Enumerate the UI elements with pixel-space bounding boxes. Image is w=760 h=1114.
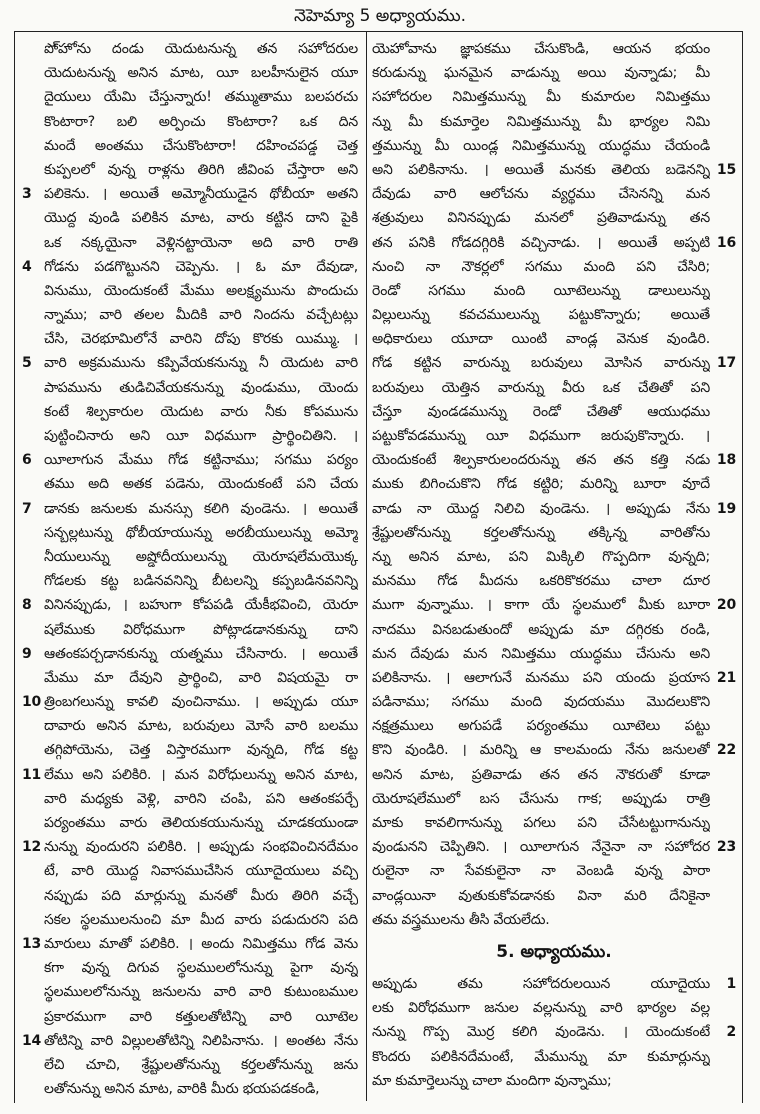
- text-line: [22, 714, 358, 738]
- text-line: [22, 569, 358, 593]
- verse-number: 6: [22, 452, 32, 469]
- verse-number: 19: [716, 500, 736, 517]
- line-text: మా కుమార్తెలున్ను చాలా మందిగా వున్నాము;: [372, 1072, 612, 1089]
- line-text: గోడ కట్టిన వారున్ను బరువులు మోసిన వారున్ను: [372, 355, 710, 372]
- line-text: బరువులు యెత్తిన వారున్ను వీరు ఒక చేతితో పని: [372, 379, 710, 396]
- text-line: [372, 351, 736, 375]
- line-text: గోడలకు కట్ట బడినవనిన్ని బీటలన్ని కప్పబడినవనిన్ని: [44, 573, 358, 590]
- line-text: రెండో సగము మంది యీటెలున్ను డాలులున్ను: [372, 282, 710, 299]
- line-text: పుట్టించినారు అని యీ విధముగా ప్రార్థించితిని. ।: [44, 428, 358, 444]
- text-line: [22, 1029, 358, 1053]
- verse-number: 1: [726, 975, 736, 992]
- text-line: [22, 110, 358, 134]
- text-line: [372, 206, 736, 230]
- line-text: సన్బల్లటున్ను థోబీయాయున్ను అరబీయులున్ను అమ్మో: [44, 524, 358, 541]
- line-text: నీయులున్ను అష్డోదీయులున్ను యెరూషలేమయొక్క: [44, 548, 358, 565]
- line-text: లతోనున్ను అనిన మాట, వారికి మీరు భయపడకండి,: [44, 1081, 320, 1098]
- line-text: కంటే శిల్పకారుల యెదుట వారు నీకు కోపమును: [44, 403, 358, 420]
- line-text: శ్రేష్టులతోనున్ను కర్తలతోనున్ను తక్కిన్న వారితోను: [372, 524, 710, 541]
- text-line: [22, 932, 358, 956]
- verse-number: 14: [22, 1032, 42, 1049]
- text-line: [22, 763, 358, 787]
- line-text: చేస్తూ వుండడమున్ను రెండో చేతితో ఆయుధము: [372, 403, 710, 420]
- line-text: తోటిన్ని వారి విల్లులతోటిన్ని నిలిపినాను. । అంతట నేను: [44, 1032, 358, 1049]
- line-text: పట్టుకోవడమున్ను యీ విధముగా జరుపుకొన్నారు. ।: [372, 428, 710, 444]
- line-text: సహోదరుల నిమిత్తమున్ను మీ కుమారుల నిమిత్తము: [372, 89, 710, 106]
- verse-number: 18: [716, 452, 736, 469]
- line-text: శత్రువులు వినినప్పుడు మనలో ప్రతివాడున్ను తన: [372, 210, 710, 227]
- line-text: మన దేవుడు మన నిమిత్తము యుద్ధము చేసును అని: [372, 645, 710, 662]
- text-line: [22, 859, 358, 883]
- text-line: [22, 884, 358, 908]
- line-text: టే, వారి యొద్ద నివాసముచేసిన యూదైయులు వచ్చి: [44, 863, 358, 880]
- text-line: [372, 545, 736, 569]
- text-line: [22, 980, 358, 1004]
- text-line: [22, 182, 358, 206]
- frame-left-rule: [14, 31, 15, 1103]
- text-line: [372, 908, 736, 932]
- line-text: యెందుకంటే శిల్పకారులందరున్ను తన తన కత్తి నడు: [372, 452, 710, 469]
- text-line: [372, 255, 736, 279]
- text-line: [22, 690, 358, 714]
- text-line: [372, 642, 736, 666]
- text-line: [22, 787, 358, 811]
- line-text: త్తమున్ను మీ యిండ్ల నిమిత్తమున్ను యుద్ధము చేయండి: [372, 137, 710, 154]
- text-line: [372, 279, 736, 303]
- line-text: నక్షత్రములు అగుపడే పర్యంతము యీటెలు పట్టు: [372, 718, 710, 735]
- text-line: [372, 61, 736, 85]
- line-text: మాకు కావలిగానున్ను పగలు పని చేసేటట్టుగానున్ను: [372, 815, 710, 831]
- line-text: యెదుటనున్న అనిన మాట, యీ బలహీనులైన యూ: [44, 65, 358, 82]
- text-line: [22, 255, 358, 279]
- verse-number: 13: [22, 935, 42, 952]
- text-line: [22, 618, 358, 642]
- line-text: కొని వుండిరి. । మరిన్ని ఆ కాలమందు నేను జనులతో: [372, 742, 710, 759]
- line-text: ఆతంకపర్చడానకున్ను యత్నము చేసినారు. । అయితే: [44, 645, 358, 662]
- line-text: నుంచి నా నౌకర్లలో సగము మంది పని చేసిరి;: [372, 258, 710, 275]
- text-line: [372, 1020, 736, 1044]
- line-text: తన పనికి గోడదగ్గిరికి వచ్చినాడు. । అయితే అప్పటి: [372, 234, 710, 251]
- line-text: మేము మా దేవుని ప్రార్థించి, వారి విషయమై రా: [44, 669, 358, 686]
- line-text: అని పలికినాను. । అయితే మనకు తెలియ బడెనన్ని: [372, 161, 710, 178]
- text-line: [372, 1069, 736, 1093]
- text-line: [372, 327, 736, 351]
- text-line: [372, 1045, 736, 1069]
- line-text: దావారు అనిన మాట, బరువులు మోసే వారి బలము: [44, 718, 358, 735]
- line-text: విల్లులున్ను కవచములున్ను పట్టుకొన్నారు; అయితే: [372, 307, 710, 324]
- verse-number: 11: [22, 766, 42, 783]
- verse-number: 5: [22, 355, 32, 372]
- page-header: నెహెమ్యా 5 అధ్యాయము.: [293, 6, 467, 26]
- right-column-lower: [372, 972, 736, 1093]
- chapter-heading: 5. అధ్యాయము.: [496, 941, 612, 962]
- verse-number: 2: [726, 1024, 736, 1041]
- text-line: [22, 545, 358, 569]
- line-text: లేచి చూచి, శ్రేష్టులతోనున్ను కర్తలతోనున్ను జను: [44, 1056, 358, 1073]
- line-text: పో్హోను దండు యెదుటనున్న తన సహోదరుల: [44, 41, 358, 57]
- text-line: [372, 996, 736, 1020]
- text-line: [22, 835, 358, 859]
- line-text: యెరూషలేములో బస చేసును గాక; అప్పుడు రాత్రి: [372, 790, 710, 807]
- text-line: [22, 303, 358, 327]
- line-text: తమ వస్త్రములను తీసి వేయలేదు.: [372, 911, 550, 928]
- verse-number: 9: [22, 645, 32, 662]
- text-line: [22, 593, 358, 617]
- line-text: తము అది అతక పడెను, యెందుకంటే పని చేయ: [44, 476, 358, 493]
- verse-number: 22: [716, 742, 736, 759]
- text-line: [22, 134, 358, 158]
- text-line: [372, 618, 736, 642]
- text-line: [372, 593, 736, 617]
- text-line: [22, 206, 358, 230]
- text-line: [22, 85, 358, 109]
- text-line: [372, 690, 736, 714]
- right-column: [372, 37, 736, 1093]
- line-text: గోడను పడగొట్టునని చెప్పెను. । ఓ మా దేవుడా,: [44, 258, 358, 275]
- line-text: న్ను మీ కుమార్తెల నిమిత్తమున్ను మీ భార్యల నిమి: [372, 113, 710, 130]
- text-line: [372, 884, 736, 908]
- verse-number: 12: [22, 839, 42, 856]
- text-line: [22, 1053, 358, 1077]
- line-text: న్నాము; వారి తలల మీదికి వారి నిందను వచ్చేటట్లు: [44, 307, 358, 324]
- line-text: రులైనా నా సేవకులైనా నా వెంబడి వున్న పారా: [372, 863, 710, 880]
- line-text: పడినాము; సగము మంది వుదయము మొదలుకొని: [372, 694, 710, 711]
- verse-number: 7: [22, 500, 32, 517]
- text-line: [372, 972, 736, 996]
- text-line: [22, 37, 358, 61]
- line-text: యీలాగున మేము గోడ కట్టినాము; సగము పర్యం: [44, 452, 358, 469]
- text-line: [372, 303, 736, 327]
- line-text: పాపమును తుడిచివేయకనున్ను వుండుము, యెందు: [44, 379, 358, 396]
- text-line: [372, 37, 736, 61]
- line-text: ప్రకారముగా వారి కత్తులతోటిన్ని వారి యీటెల: [44, 1008, 358, 1025]
- line-text: పలికెను. । అయితే అమ్మోనీయుడైన థోబీయా అతని: [44, 186, 358, 203]
- text-line: [372, 158, 736, 182]
- line-text: షలేముకు విరోధముగా పోట్లాడడానకున్ను దాని: [44, 621, 358, 638]
- verse-number: 20: [716, 597, 736, 614]
- line-text: నున్ను వుందురని పలికిరి. । అప్పుడు సంభవించినదేమం: [44, 839, 358, 856]
- text-line: [22, 642, 358, 666]
- line-text: పర్యంతము వారు తెలియకయునున్ను చూడకయుండా: [44, 815, 358, 831]
- text-line: [372, 521, 736, 545]
- line-text: యొద్ద వుండి పలికిన మాట, వారు కట్టిన దాని పైకి: [44, 210, 358, 227]
- verse-number: 4: [22, 258, 32, 275]
- text-line: [22, 158, 358, 182]
- line-text: వాడు నా యొద్ద నిలిచి వుండెను. । అప్పుడు నేను: [372, 500, 710, 517]
- line-text: వారి మధ్యకు వెళ్లి, వారిని చంపి, పని ఆతంకపర్చే: [44, 790, 358, 807]
- line-text: వినుము, యెందుకంటే మేము అలక్ష్యమును పొందుచు: [44, 282, 358, 299]
- line-text: వినినప్పుడు, । బహుగా కోపపడి యేకీభవించి, యెరూ: [44, 597, 358, 614]
- line-text: లకు విరోధముగా జనుల వల్లనున్ను వారి భార్యల వల్ల: [372, 1000, 710, 1017]
- text-line: [372, 497, 736, 521]
- verse-number: 21: [716, 669, 736, 686]
- line-text: మారులు మాతో పలికిరి. । అందు నిమిత్తము గోడ వెను: [44, 935, 358, 952]
- text-line: [372, 738, 736, 762]
- text-line: [22, 738, 358, 762]
- text-line: [22, 811, 358, 835]
- text-line: [372, 400, 736, 424]
- line-text: వారి అక్రమమును కప్పివేయకనున్ను నీ యెదుట వారి: [44, 355, 358, 372]
- line-text: కగా వున్న దిగువ స్థలములలోనున్ను పైగా వున్న: [44, 960, 358, 977]
- line-text: అనిన మాట, ప్రతివాడు తన తన నౌకరుతో కూడా: [372, 766, 710, 783]
- text-line: [22, 231, 358, 255]
- text-line: [372, 569, 736, 593]
- verse-number: 15: [716, 161, 736, 178]
- verse-number: 23: [716, 839, 736, 856]
- line-text: నాదము వినబడుతుందో అప్పుడు మా దగ్గిరకు రండి,: [372, 621, 710, 638]
- text-line: [372, 231, 736, 255]
- line-text: దైయులు యేమి చేస్తున్నారు! తమ్ముతాము బలపరచు: [44, 89, 358, 106]
- line-text: నప్పుడు పది మార్లున్ను మనతో మీరు తిరిగి వచ్చే: [44, 887, 358, 904]
- text-line: [372, 787, 736, 811]
- text-line: [22, 1077, 358, 1101]
- text-line: [22, 327, 358, 351]
- text-line: [22, 666, 358, 690]
- verse-number: 17: [716, 355, 736, 372]
- text-line: [22, 497, 358, 521]
- line-text: కుప్పలలో వున్న రాళ్లను తిరిగి జీవింప చేస్తారా అని: [44, 161, 358, 178]
- line-text: కరుడున్ను ఘనమైన వాడున్ను అయి వున్నాడు; మీ: [372, 65, 710, 82]
- text-line: [372, 134, 736, 158]
- line-text: అధికారులు యూదా యింటి వాండ్ల వెనుక వుండిరి.: [372, 331, 710, 348]
- text-line: [22, 424, 358, 448]
- left-column: [22, 37, 358, 1101]
- verse-number: 8: [22, 597, 32, 614]
- line-text: ముగా వున్నాము. । కాగా యే స్థలములో మీకు బూరా: [372, 597, 710, 614]
- text-line: [372, 811, 736, 835]
- text-line: [372, 376, 736, 400]
- line-text: అప్పుడు తమ సహోదరులయిన యూదైయు: [372, 975, 710, 992]
- text-line: [372, 424, 736, 448]
- text-line: [22, 351, 358, 375]
- line-text: వాండ్లయినా వుతుకుకోవడానకు వినా మరి దేనికైనా: [372, 887, 710, 904]
- text-line: [372, 85, 736, 109]
- line-text: సకల స్థలములనుంచి మా మీద వారు పడుదురని పది: [44, 911, 358, 928]
- line-text: డానకు జనులకు మనస్సు కలిగి వుండెను. । అయితే: [44, 500, 358, 517]
- line-text: దేవుడు వారి ఆలోచను వ్యర్థము చేసెనన్ని మన: [372, 186, 710, 203]
- text-line: [372, 448, 736, 472]
- right-column-upper: [372, 37, 736, 932]
- verse-number: 3: [22, 186, 32, 203]
- text-line: [372, 472, 736, 496]
- column-divider: [366, 31, 367, 1101]
- frame-top-rule: [14, 31, 742, 32]
- line-text: మనము గోడ మీదను ఒకరికొకరము చాలా దూర: [372, 573, 710, 590]
- line-text: వుండునని చెప్పితిని. । యీలాగున నేనైనా నా సహోదర: [372, 839, 710, 856]
- line-text: తగ్గిపోయెను, చెత్త విస్తారముగా వున్నది, గోడ కట్ట: [44, 742, 358, 759]
- line-text: కొంటారా? బలి అర్పించు కొంటారా? ఒక దిన: [44, 113, 358, 130]
- text-line: [22, 521, 358, 545]
- line-text: యెహోవాను జ్ఞాపకము చేసుకొండి, ఆయన భయం: [372, 41, 710, 57]
- line-text: ముకు బిగించుకొని గోడ కట్టిరి; మరిన్ని బూరా వూదే: [372, 476, 710, 493]
- verse-number: 16: [716, 234, 736, 251]
- line-text: త్రింబగలున్ను కావలి వుంచినాము. । అప్పుడు యూ: [44, 694, 358, 711]
- text-line: [372, 714, 736, 738]
- text-line: [22, 61, 358, 85]
- text-line: [22, 956, 358, 980]
- line-text: న్ను అనిన మాట, పని మిక్కిలి గొప్పదిగా వున్నది;: [372, 548, 710, 565]
- line-text: స్థలములలోనున్ను జనులను వారి వారి కుటుంబముల: [44, 984, 358, 1001]
- line-text: మందే అంతము చేసుకొంటారా! దహించపడ్డ చెత్త: [44, 137, 358, 154]
- text-line: [22, 1005, 358, 1029]
- text-line: [22, 472, 358, 496]
- text-line: [22, 279, 358, 303]
- line-text: చేసి, చెరభూమిలోనే వారిని దోపు కొరకు యిమ్ము. ।: [44, 331, 358, 348]
- text-line: [22, 400, 358, 424]
- line-text: కొందరు పలికినదేమంటే, మేమున్ను మా కుమార్లున్ను: [372, 1048, 710, 1065]
- line-text: పలికినాను. । ఆలాగునే మనము పని యందు ప్రయాస: [372, 669, 710, 686]
- text-line: [22, 448, 358, 472]
- text-line: [372, 666, 736, 690]
- text-line: [372, 182, 736, 206]
- text-line: [22, 908, 358, 932]
- text-line: [372, 763, 736, 787]
- line-text: నున్ను గొప్ప మొర్ర కలిగి వుండెను. । యెందుకంటే: [372, 1024, 710, 1041]
- verse-number: 10: [22, 694, 42, 711]
- frame-right-rule: [742, 31, 743, 1103]
- text-line: [372, 859, 736, 883]
- text-line: [372, 110, 736, 134]
- line-text: లేము అని పలికిరి. । మన విరోధులున్ను అనిన మాట,: [44, 766, 358, 783]
- line-text: ఒక నక్కయైనా వెళ్లినట్టాయెనా అది వారి రాతి: [44, 234, 358, 251]
- text-line: [22, 376, 358, 400]
- text-line: [372, 835, 736, 859]
